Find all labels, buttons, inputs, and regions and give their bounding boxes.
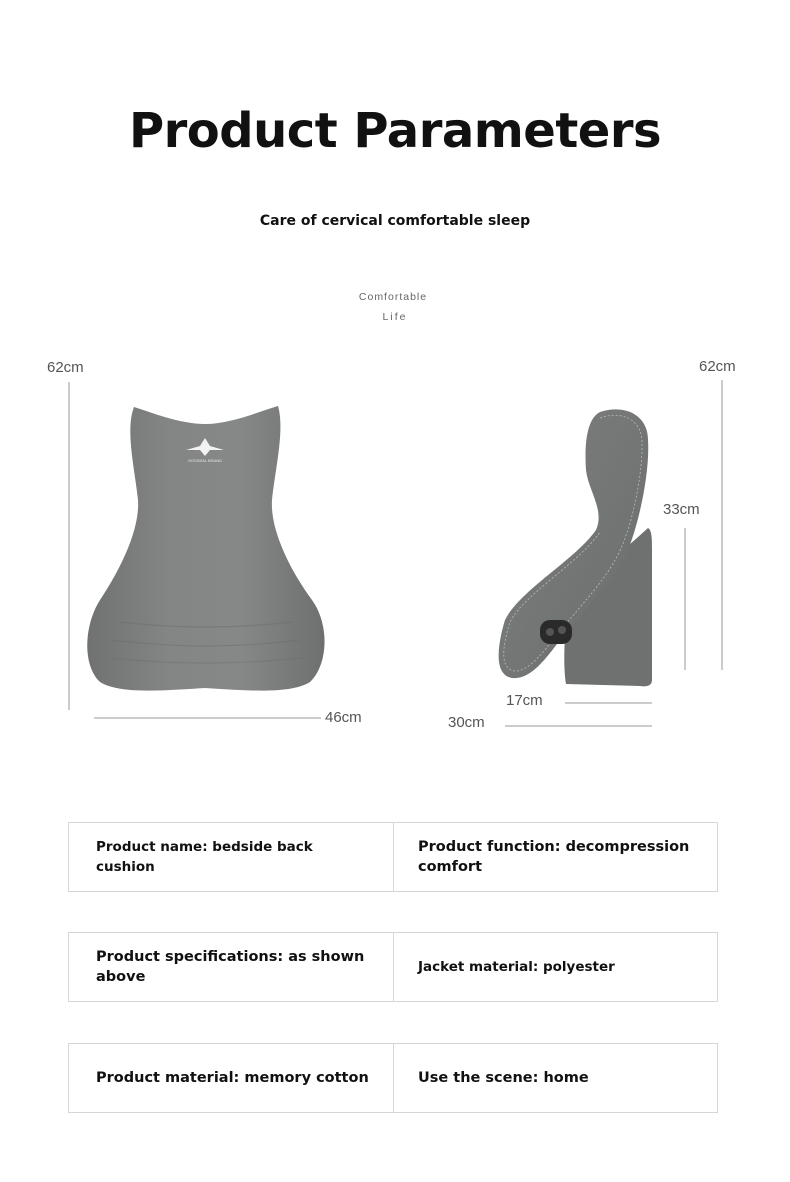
spec-jacket-material: Jacket material: polyester [418,959,615,975]
logo-text: GOSSEAL BRAND [187,458,223,463]
page-subtitle: Care of cervical comfortable sleep [259,213,531,229]
spec-row [68,1043,718,1113]
spec-row [68,822,718,892]
spec-row [68,932,718,1002]
spec-use-scene: Use the scene: home [418,1070,589,1086]
spec-product-specifications: Product specifications: as shown above [69,933,394,1001]
spec-product-function: Product function: decompression comfort [418,839,690,875]
spec-product-material: Product material: memory cotton [69,1044,394,1112]
control-button-icon [546,628,554,636]
side-base-height-label: 33cm [663,501,700,518]
massage-control-icon [540,620,572,644]
tagline-line-1: Comfortable [358,291,428,303]
front-width-label: 46cm [325,709,362,726]
side-base-depth-label: 17cm [506,692,543,709]
side-total-height-label: 62cm [699,358,736,375]
page-title: Product Parameters [128,103,662,159]
side-total-depth-label: 30cm [448,714,485,731]
tagline-line-2: Life [382,311,408,323]
control-button-icon [558,626,566,634]
spec-product-name: Product name: bedside back cushion [69,823,394,891]
front-height-label: 62cm [47,359,84,376]
